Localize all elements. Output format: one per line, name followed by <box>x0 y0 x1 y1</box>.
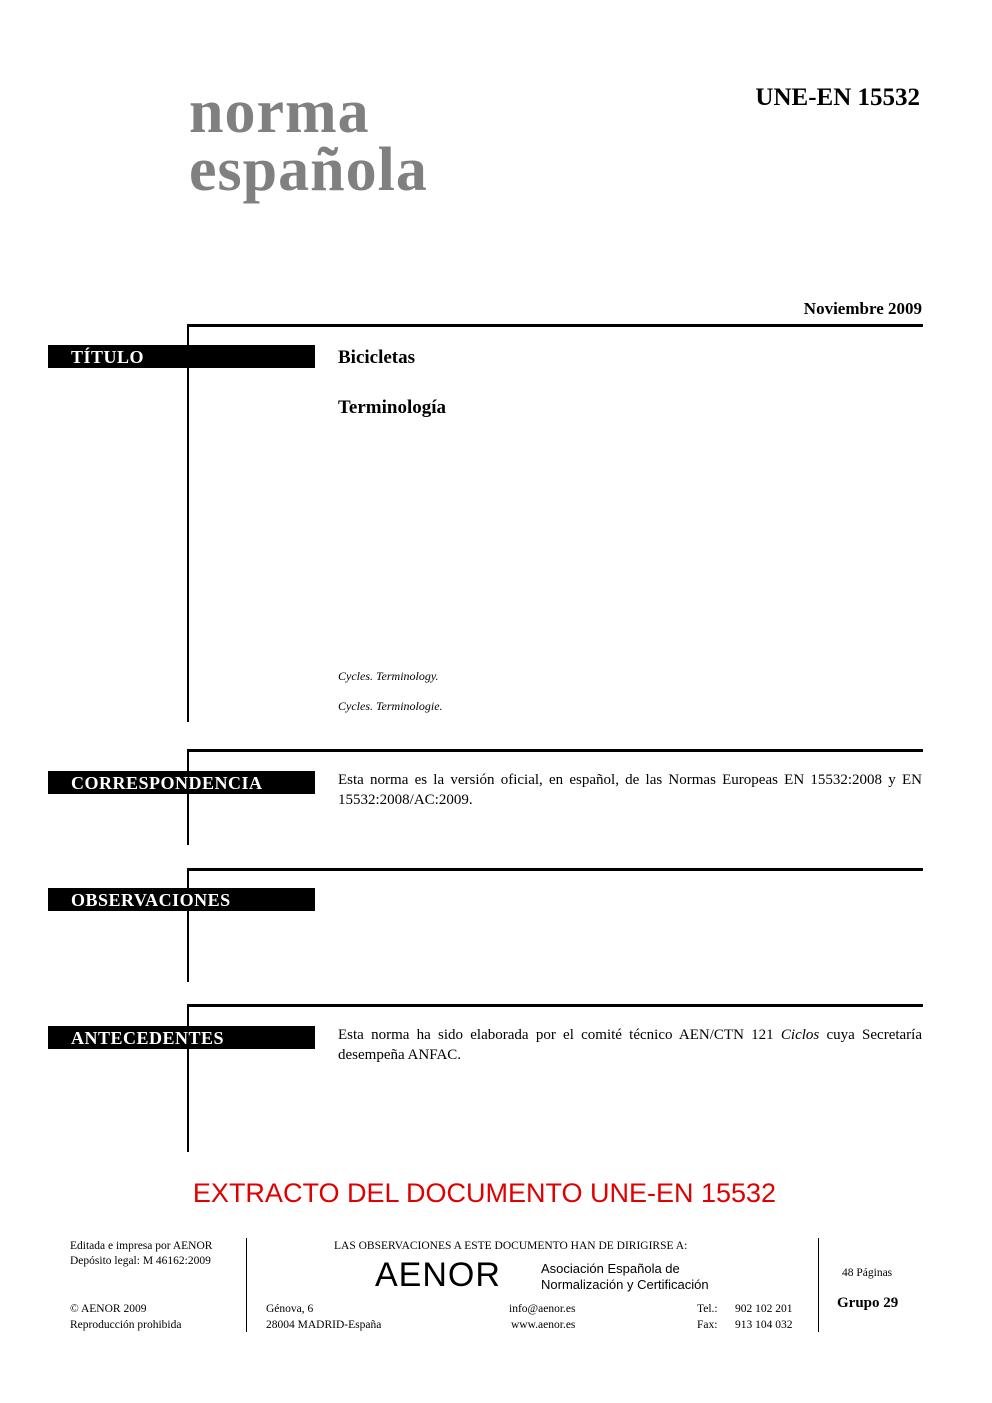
titulo-label: TÍTULO <box>48 345 315 368</box>
section-divider <box>187 749 923 752</box>
antecedentes-label: ANTECEDENTES <box>48 1026 315 1049</box>
observaciones-label: OBSERVACIONES <box>48 888 315 911</box>
aenor-org-line1: Asociación Española de <box>541 1261 680 1276</box>
footer-email[interactable]: info@aenor.es <box>509 1303 576 1315</box>
espanola-heading: española <box>189 136 428 204</box>
section-rule <box>187 749 189 845</box>
subtitle-spanish: Terminología <box>338 397 447 418</box>
footer-observations: LAS OBSERVACIONES A ESTE DOCUMENTO HAN DE DIRIGIRSE A: <box>334 1240 688 1252</box>
title-french: Cycles. Terminologie. <box>338 699 443 713</box>
section-divider <box>187 324 923 327</box>
title-english: Cycles. Terminology. <box>338 669 439 683</box>
correspondencia-label: CORRESPONDENCIA <box>48 771 315 794</box>
aenor-org-line2: Normalización y Certificación <box>541 1277 709 1292</box>
footer-address2: 28004 MADRID-España <box>266 1319 382 1331</box>
footer-copyright: © AENOR 2009 <box>70 1303 147 1315</box>
footer-group: Grupo 29 <box>837 1295 899 1311</box>
section-rule <box>187 868 189 982</box>
extract-notice: EXTRACTO DEL DOCUMENTO UNE-EN 15532 <box>192 1178 777 1208</box>
footer-pages: 48 Páginas <box>842 1267 893 1279</box>
footer-reproduction: Reproducción prohibida <box>70 1319 182 1331</box>
footer-edited: Editada e impresa por AENOR <box>70 1240 213 1252</box>
publication-date: Noviembre 2009 <box>803 299 922 318</box>
section-divider <box>187 868 923 871</box>
antecedentes-text: Esta norma ha sido elaborada por el comité técnico AEN/CTN 121 Ciclos cuya Secretaría desempeña ANFAC. <box>338 1027 922 1063</box>
aenor-logo: AENOR <box>375 1256 501 1294</box>
footer-address1: Génova, 6 <box>266 1303 314 1315</box>
norma-heading: norma <box>189 78 370 146</box>
footer-web[interactable]: www.aenor.es <box>511 1319 576 1331</box>
section-rule <box>187 324 189 722</box>
footer-fax: 913 104 032 <box>735 1319 793 1331</box>
footer-fax-label: Fax: <box>697 1319 718 1331</box>
section-divider <box>187 1004 923 1007</box>
footer-deposit: Depósito legal: M 46162:2009 <box>70 1255 211 1267</box>
footer-tel: 902 102 201 <box>735 1303 793 1315</box>
correspondencia-text: Esta norma es la versión oficial, en español, de las Normas Europeas EN 15532:2008 y EN 15532:2008/AC:2009. <box>338 772 922 808</box>
footer-divider <box>246 1238 247 1332</box>
title-spanish: Bicicletas <box>338 347 416 368</box>
standard-code: UNE-EN 15532 <box>755 84 920 111</box>
footer-divider <box>818 1238 819 1332</box>
footer-tel-label: Tel.: <box>697 1303 718 1315</box>
